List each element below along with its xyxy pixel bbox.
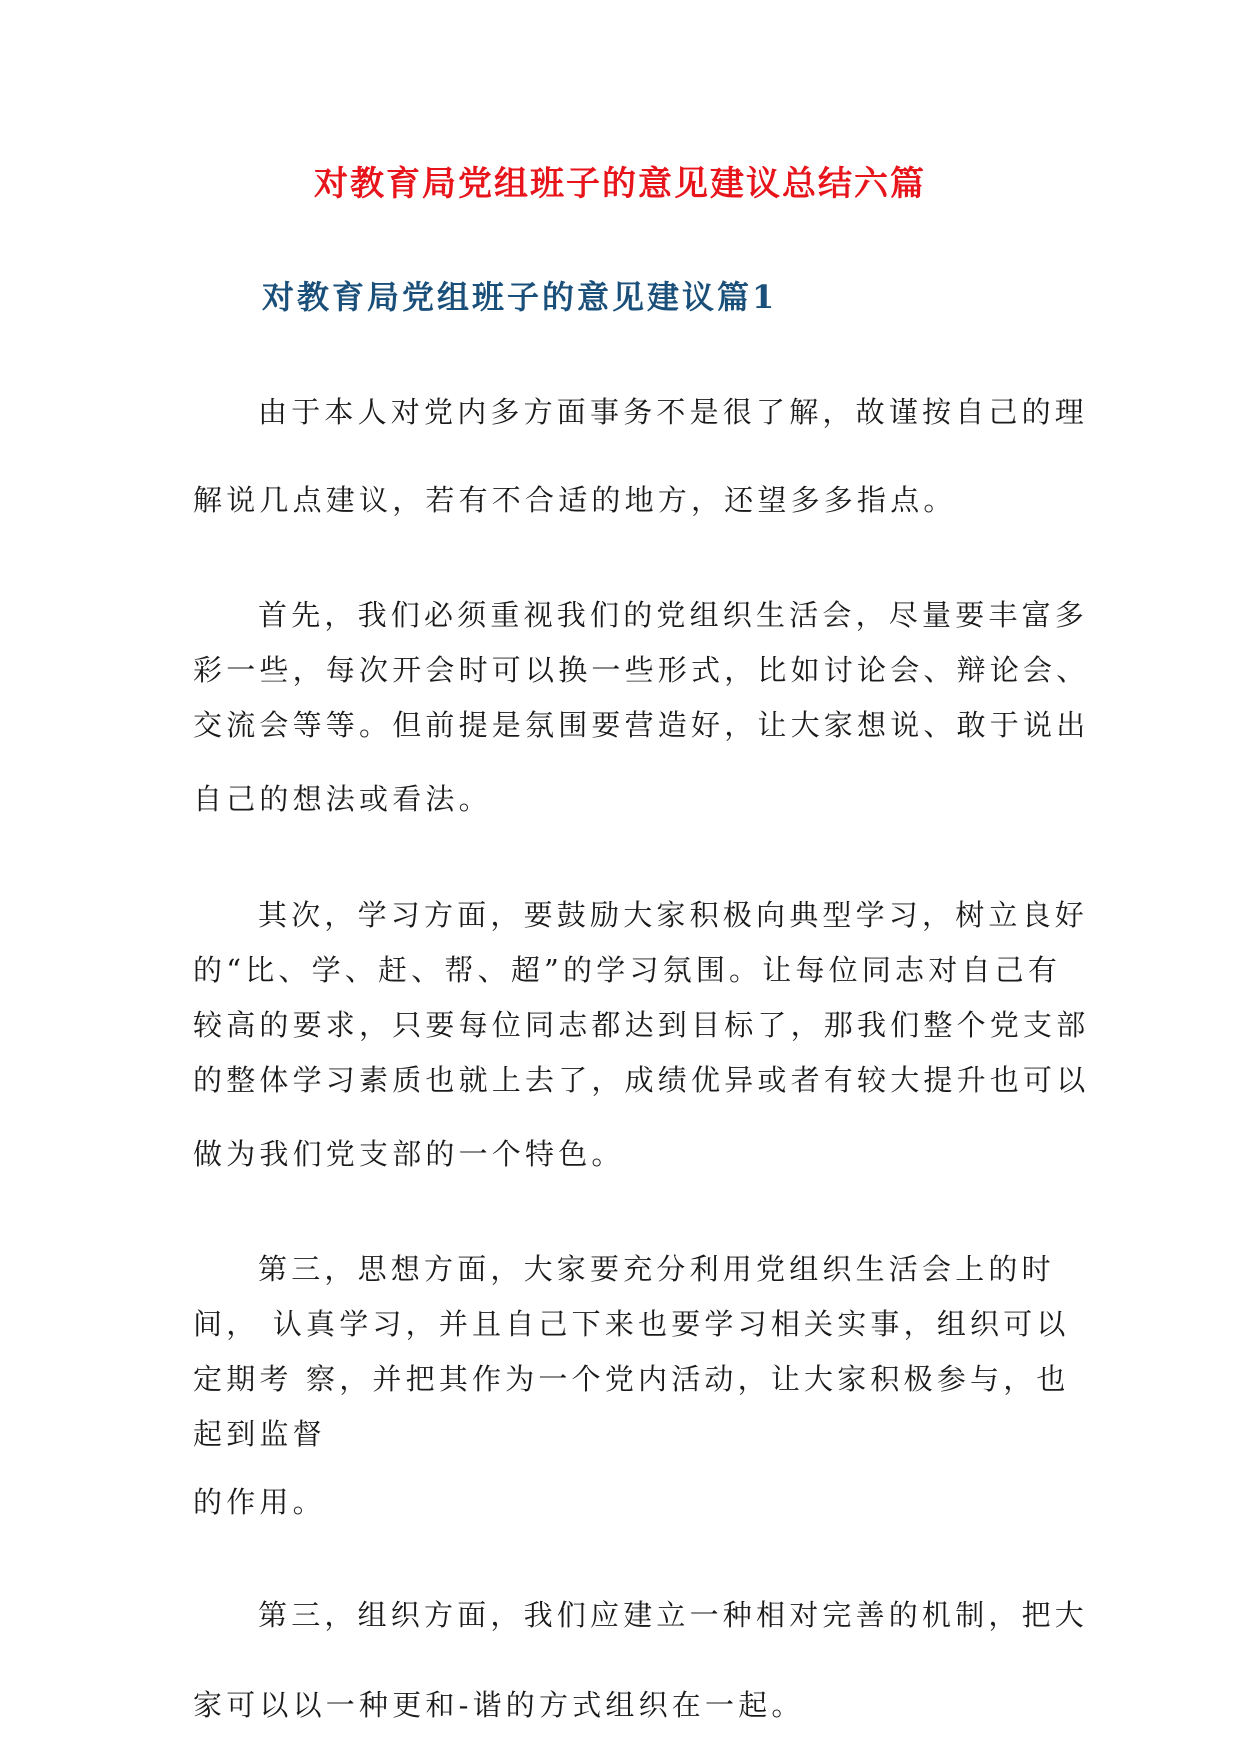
paragraph-line: 第三，思想方面，大家要充分利用党组织生活会上的时: [258, 1252, 1055, 1286]
paragraph-line: 彩一些，每次开会时可以换一些形式，比如讨论会、辩论会、: [193, 653, 1090, 687]
paragraph-line: 其次，学习方面，要鼓励大家积极向典型学习，树立良好: [258, 898, 1089, 932]
paragraph-line: 第三，组织方面，我们应建立一种相对完善的机制，把大: [258, 1598, 1089, 1632]
paragraph-line: 的整体学习素质也就上去了，成绩优异或者有较大提升也可以: [193, 1063, 1090, 1097]
paragraph-line: 定期考 察，并把其作为一个党内活动，让大家积极参与，也: [193, 1362, 1070, 1396]
paragraph-line: 间， 认真学习，并且自己下来也要学习相关实事，组织可以: [193, 1307, 1070, 1341]
paragraph-line: 解说几点建议，若有不合适的地方，还望多多指点。: [193, 483, 957, 517]
document-title: 对教育局党组班子的意见建议总结六篇: [314, 164, 926, 204]
section-heading: 对教育局党组班子的意见建议篇1: [262, 278, 778, 316]
paragraph-line: 首先，我们必须重视我们的党组织生活会，尽量要丰富多: [258, 598, 1089, 632]
paragraph-line: 做为我们党支部的一个特色。: [193, 1137, 625, 1171]
paragraph-line: 交流会等等。但前提是氛围要营造好，让大家想说、敢于说出: [193, 708, 1090, 742]
paragraph-line: 较高的要求，只要每位同志都达到目标了，那我们整个党支部: [193, 1008, 1090, 1042]
paragraph-line: 自己的想法或看法。: [193, 782, 492, 816]
paragraph-line: 由于本人对党内多方面事务不是很了解，故谨按自己的理: [258, 395, 1089, 429]
paragraph-line: 起到监督: [193, 1417, 326, 1451]
paragraph-line: 的作用。: [193, 1485, 326, 1519]
paragraph-line: 的“比、学、赶、帮、超”的学习氛围。让每位同志对自己有: [193, 953, 1062, 987]
paragraph-line: 家可以以一种更和-谐的方式组织在一起。: [193, 1688, 805, 1722]
